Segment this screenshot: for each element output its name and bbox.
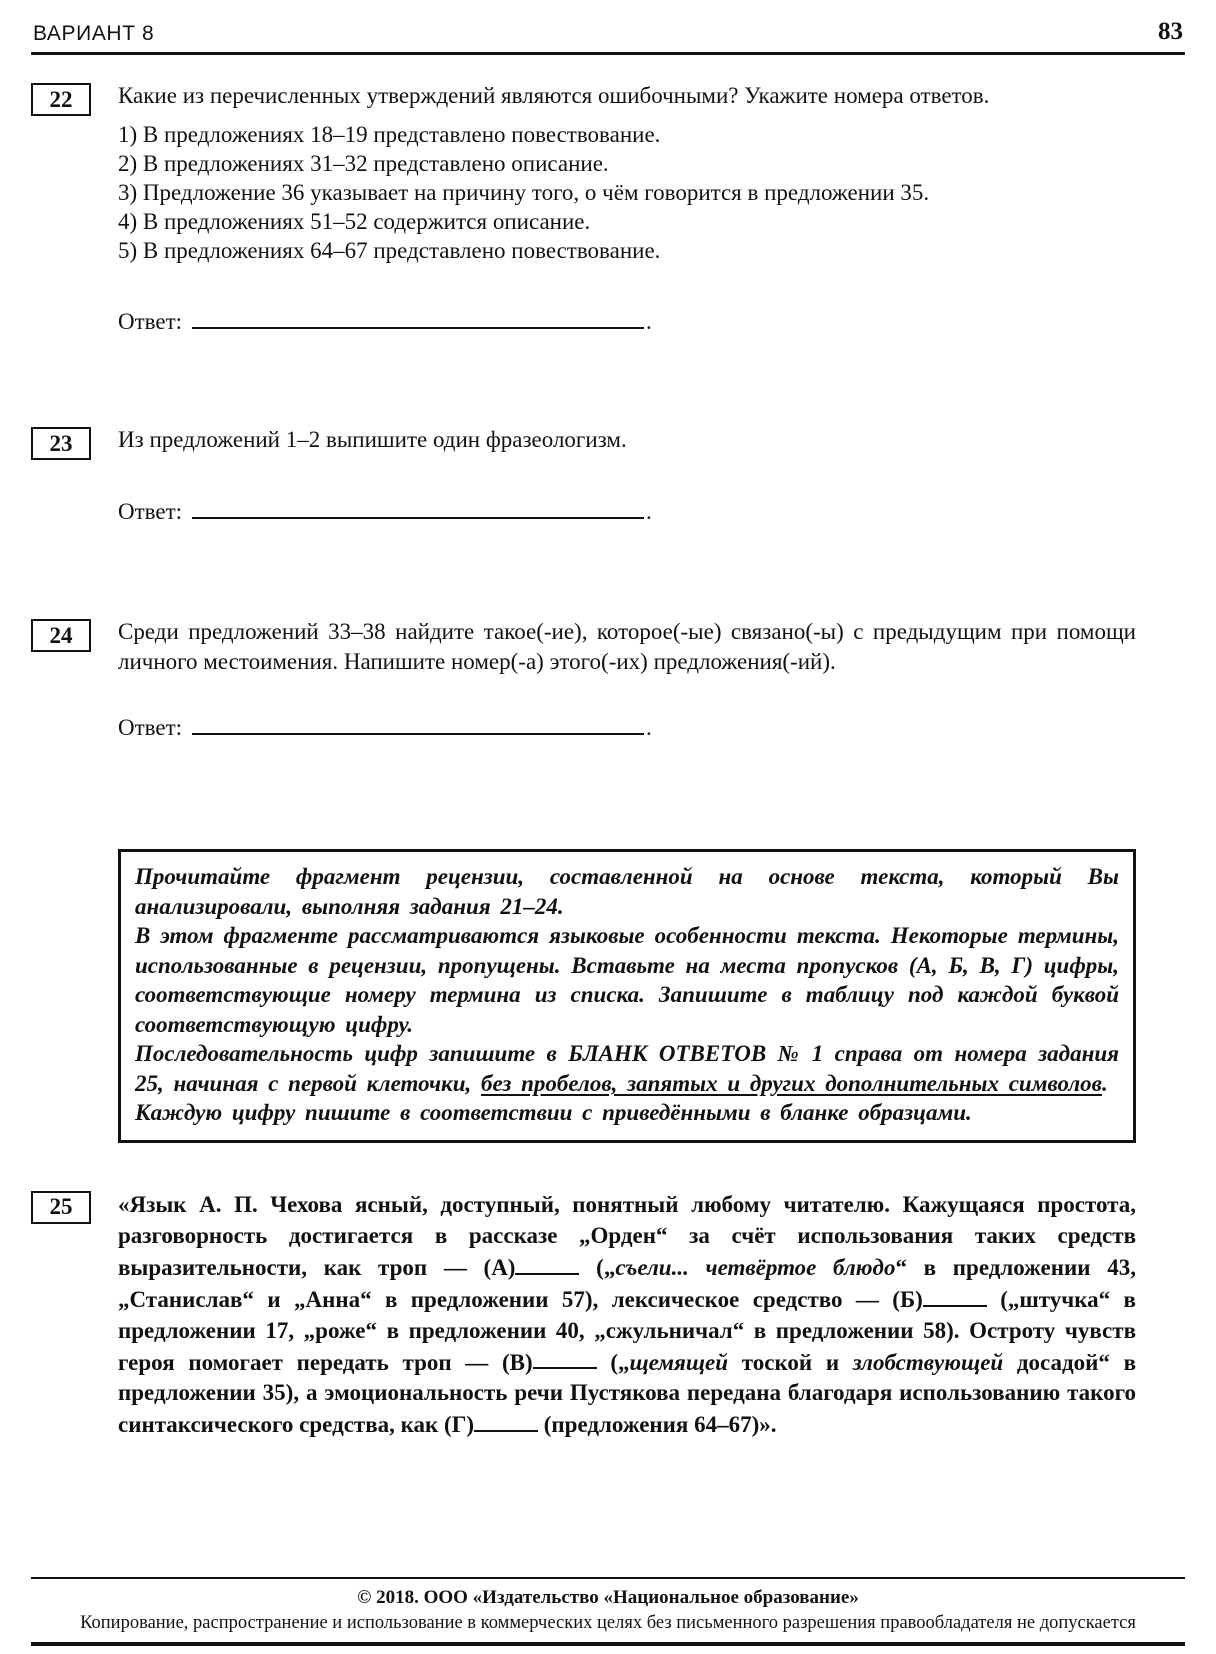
task-25-example-italic-3: злобствующей (852, 1349, 1004, 1375)
task-24-number: 24 (49, 622, 73, 648)
task-25 (31, 1189, 1185, 1440)
page-number: 83 (1158, 18, 1183, 45)
footer-copy-notice: Копирование, распространение и использование в коммерческих целях без письменного разрешения правообладателя не допускается (80, 1613, 1136, 1633)
instruction-paragraph-3 (135, 1039, 1119, 1098)
task-22 (31, 81, 1185, 337)
task-25-body (118, 1189, 1185, 1440)
task-22-options (118, 120, 1136, 265)
footer-rule-thick (31, 1642, 1185, 1646)
task-25-seg-5-end: досадой“ в предложении 35), а эмоциональность речи Пустякова передана благодаря использованию такого синтаксического средства, как (Г) (118, 1349, 1137, 1438)
task-23-number-box (31, 427, 91, 460)
task-22-option-2: 2) В предложениях 31–32 представлено описание. (118, 151, 609, 176)
task-22-option-1: 1) В предложениях 18–19 представлено повествование. (118, 122, 661, 147)
instruction-box (118, 849, 1136, 1143)
answer-blank-line (192, 709, 644, 735)
task-25-example-italic-1: съели... четвёртое блюдо (615, 1254, 896, 1280)
task-25-seg-3: “ в предложении 43, „Станислав“ и „Анна“ в предложении 57), лексическое средство — (Б) (118, 1254, 1136, 1312)
instruction-paragraph-2: В этом фрагменте рассматриваются языковые особенности текста. Некоторые термины, использованные в рецензии, пропущены. Вставьте на места пропусков (А, Б, В, Г) цифры, соответствующие номеру термина из списка. Запишите в таблицу под каждой буквой соответствующую цифру. (135, 923, 1119, 1037)
task-22-option-4: 4) В предложениях 51–52 содержится описание. (118, 209, 591, 234)
task-25-seg-6: (предложения 64–67)». (538, 1412, 777, 1438)
answer-period: . (646, 715, 652, 741)
instruction-p3-underlined: без пробелов, запятых и других дополнительных символов (481, 1070, 1102, 1096)
task-24-answer-line (118, 709, 1136, 743)
instruction-p3-end: . (1101, 1070, 1108, 1096)
variant-label: ВАРИАНТ 8 (33, 22, 155, 45)
task-25-seg-4: („штучка“ в предложении 17, „роже“ в предложении 40, „сжульничал“ в предложении 58). Остроту чувств героя помогает передать троп — (В) (118, 1286, 1136, 1375)
task-22-number-column (31, 81, 118, 116)
instruction-paragraph-1: Прочитайте фрагмент рецензии, составленной на основе текста, который Вы анализировали, выполняя задания 21–24. (135, 864, 1119, 919)
fill-blank-a (515, 1251, 579, 1275)
answer-label: Ответ: (118, 715, 183, 741)
task-24-number-box (31, 619, 91, 652)
task-23-text: Из предложений 1–2 выпишите один фразеологизм. (118, 427, 627, 453)
answer-period: . (646, 499, 652, 525)
task-25-seg-5-open: („ (596, 1349, 630, 1375)
task-24-text: Среди предложений 33–38 найдите такое(-ие), которое(-ые) связано(-ы) с предыдущим при помощи личного местоимения. Напишите номер(-а) этого(-их) предложения(-ий). (118, 619, 1136, 675)
page-footer (31, 1577, 1185, 1646)
page-header (31, 16, 1185, 52)
task-23 (31, 425, 1185, 527)
task-22-text: Какие из перечисленных утверждений являются ошибочными? Укажите номера ответов. (118, 83, 990, 108)
fill-blank-v (533, 1346, 597, 1370)
answer-period: . (646, 309, 652, 335)
task-25-number-column (31, 1189, 118, 1224)
task-24-body (118, 617, 1185, 743)
task-25-seg-1: «Язык А. П. Чехова ясный, доступный, понятный любому читателю. Кажущаяся простота, разговорность достигается в рассказе „Орден“ за счёт использования таких средств выразительности, как троп — (А) (118, 1191, 1136, 1280)
task-25-number: 25 (49, 1194, 73, 1220)
task-23-number-column (31, 425, 118, 460)
task-24 (31, 617, 1185, 743)
task-23-number: 23 (49, 430, 73, 456)
task-25-number-box (31, 1191, 91, 1224)
task-22-answer-line (118, 303, 1136, 337)
fill-blank-b (923, 1283, 987, 1307)
header-rule (31, 52, 1185, 55)
task-25-example-italic-2: щемящей (629, 1349, 729, 1375)
task-25-seg-5-mid: тоской и (728, 1349, 853, 1375)
task-22-number: 22 (49, 86, 73, 112)
task-25-text (118, 1189, 1136, 1440)
task-25-seg-2-open: („ (579, 1254, 616, 1280)
instruction-paragraph-4: Каждую цифру пишите в соответствии с приведёнными в бланке образцами. (135, 1100, 972, 1126)
answer-blank-line (192, 493, 644, 519)
answer-blank-line (192, 303, 644, 329)
footer-rule-thin (31, 1577, 1185, 1579)
answer-label: Ответ: (118, 309, 183, 335)
task-22-number-box (31, 83, 91, 116)
instruction-p3-start: Последовательность цифр запишите в БЛАНК ОТВЕТОВ № 1 справа от номера задания 25, начиная с первой клеточки, (135, 1041, 1119, 1096)
answer-label: Ответ: (118, 499, 183, 525)
task-23-answer-line (118, 493, 1136, 527)
task-23-body (118, 425, 1185, 527)
task-22-body (118, 81, 1185, 337)
fill-blank-g (474, 1408, 538, 1432)
footer-copyright: © 2018. ООО «Издательство «Национальное образование» (357, 1587, 859, 1608)
task-24-number-column (31, 617, 118, 652)
task-22-option-5: 5) В предложениях 64–67 представлено повествование. (118, 238, 661, 263)
task-22-option-3: 3) Предложение 36 указывает на причину того, о чём говорится в предложении 35. (118, 180, 930, 205)
